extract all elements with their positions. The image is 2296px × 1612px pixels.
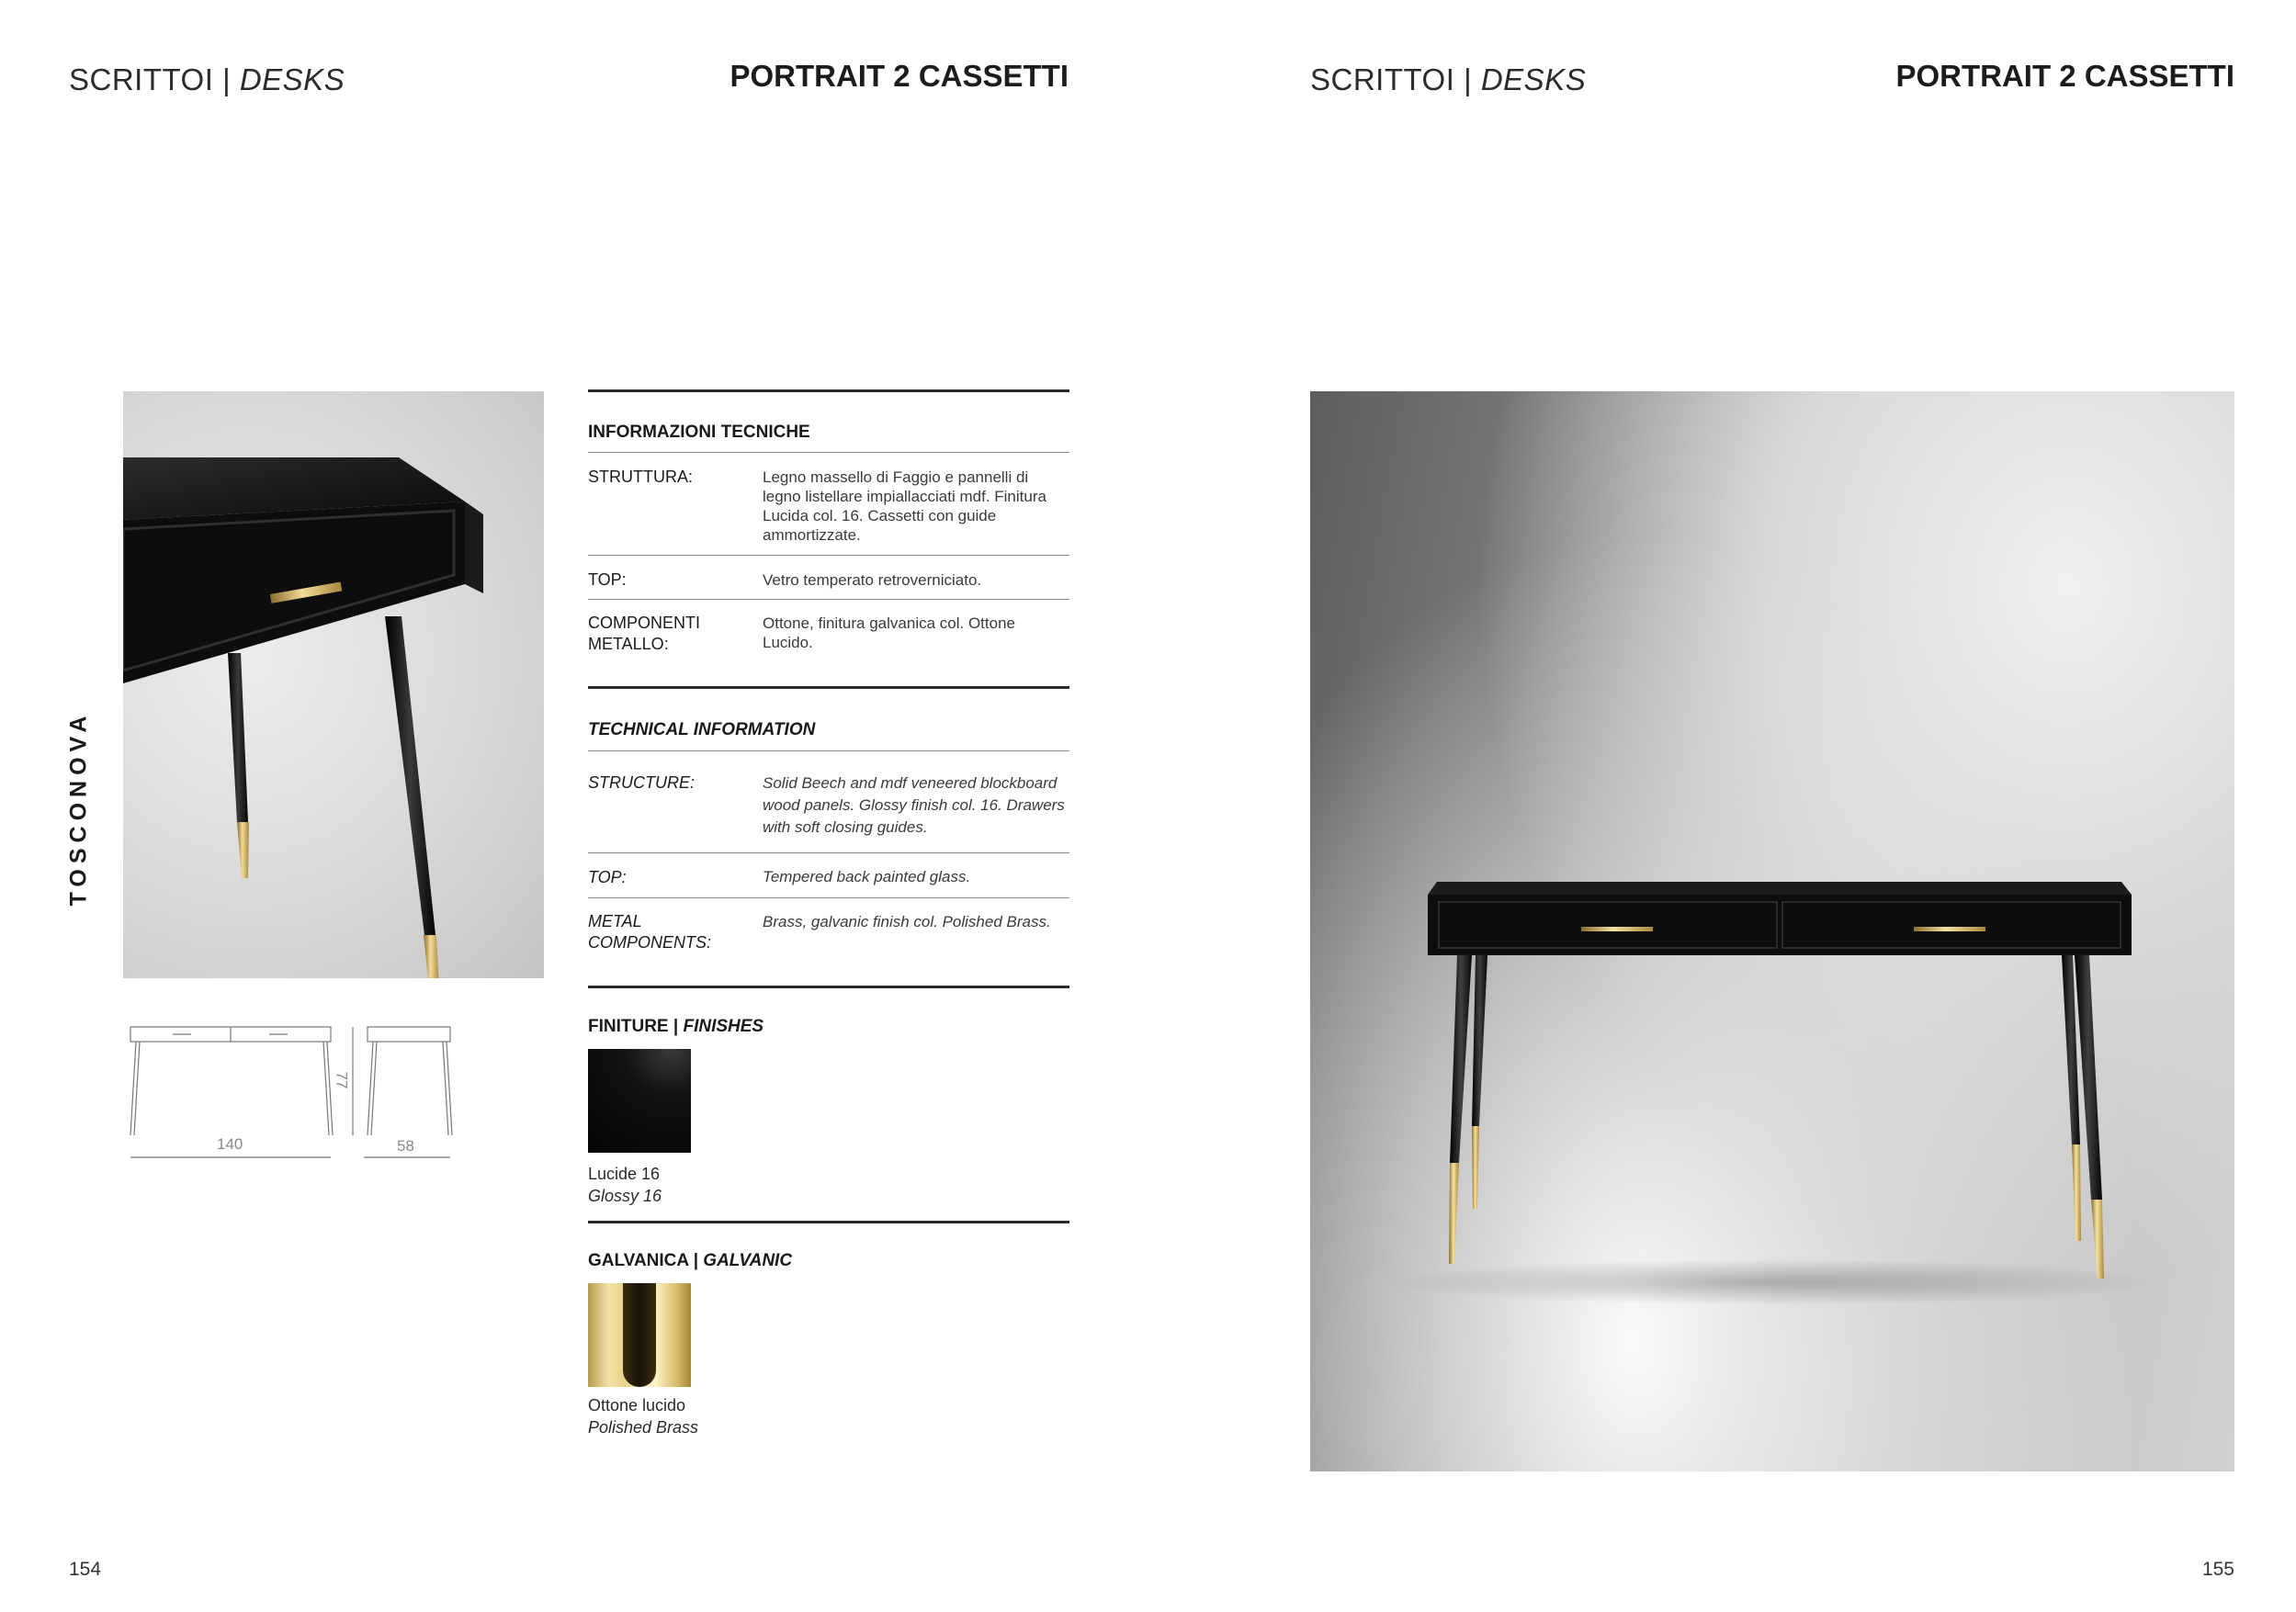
desk-front-illustration [1310,391,2234,1471]
page-number-right: 155 [2201,1559,2234,1580]
tech-heading-en: TECHNICAL INFORMATION [588,720,816,739]
section-rule [588,389,1069,392]
finishes-heading-it: FINITURE | [588,1017,679,1036]
spec-value: Brass, galvanic finish col. Polished Brass. [763,913,1051,930]
spec-label: METAL COMPONENTS: [588,912,712,952]
section-rule [588,686,1069,689]
product-title-left: PORTRAIT 2 CASSETTI [730,59,1069,93]
spec-value: Ottone, finitura galvanica col. Ottone Lucido. [763,614,1015,651]
row-divider [588,599,1069,600]
category-en: DESKS [1480,62,1587,96]
product-title-right: PORTRAIT 2 CASSETTI [1895,59,2234,93]
section-rule [588,986,1069,988]
swatch-caption-it: Lucide 16 [588,1165,661,1183]
spec-value: Legno massello di Faggio e pannelli di legno listellare impiallacciati mdf. Finitura Lucida col. 16. Cassetti con guide ammortizzate. [763,468,1046,544]
category-separator: | [1464,62,1473,96]
spec-label: COMPONENTI METALLO: [588,614,701,653]
swatch-caption-en: Glossy 16 [588,1187,662,1205]
category-heading-left [69,62,345,97]
dim-depth: 58 [397,1137,414,1155]
spec-label: STRUCTURE: [588,773,695,792]
row-divider [588,750,1069,751]
spec-value: Solid Beech and mdf veneered blockboard wood panels. Glossy finish col. 16. Drawers with soft closing guides. [763,774,1065,836]
spec-value: Tempered back painted glass. [763,868,971,885]
row-divider [588,852,1069,853]
swatch-caption-it: Ottone lucido [588,1396,686,1415]
row-divider [588,897,1069,898]
spec-label: TOP: [588,868,627,886]
product-photo-detail [123,391,544,978]
finishes-heading [588,1017,763,1037]
finishes-heading-en: FINISHES [683,1017,764,1036]
category-separator: | [222,62,232,96]
desk-corner-illustration [123,391,544,978]
swatch-caption-en: Polished Brass [588,1418,699,1437]
tech-heading-it: INFORMAZIONI TECNICHE [588,423,810,442]
galvanic-heading-it: GALVANICA | [588,1251,699,1270]
row-divider [588,452,1069,453]
spec-label: TOP: [588,570,627,589]
row-divider [588,555,1069,556]
galvanic-heading [588,1251,792,1271]
dim-height: 77 [333,1071,351,1089]
dim-width: 140 [217,1135,243,1153]
category-en: DESKS [239,62,345,96]
polished-brass-swatch [588,1283,691,1387]
brass-reflection [623,1283,656,1387]
category-it: SCRITTOI [69,62,214,96]
section-rule [588,1221,1069,1223]
galvanic-heading-en: GALVANIC [703,1251,793,1270]
page-number-left: 154 [69,1559,102,1580]
category-it: SCRITTOI [1310,62,1455,96]
product-photo-main [1310,391,2234,1471]
category-heading-right [1310,62,1586,97]
spec-value: Vetro temperato retroverniciato. [763,571,982,589]
brand-vertical-label: TOSCONOVA [65,710,92,907]
spec-label: STRUTTURA: [588,468,693,486]
glossy-black-swatch [588,1049,691,1153]
